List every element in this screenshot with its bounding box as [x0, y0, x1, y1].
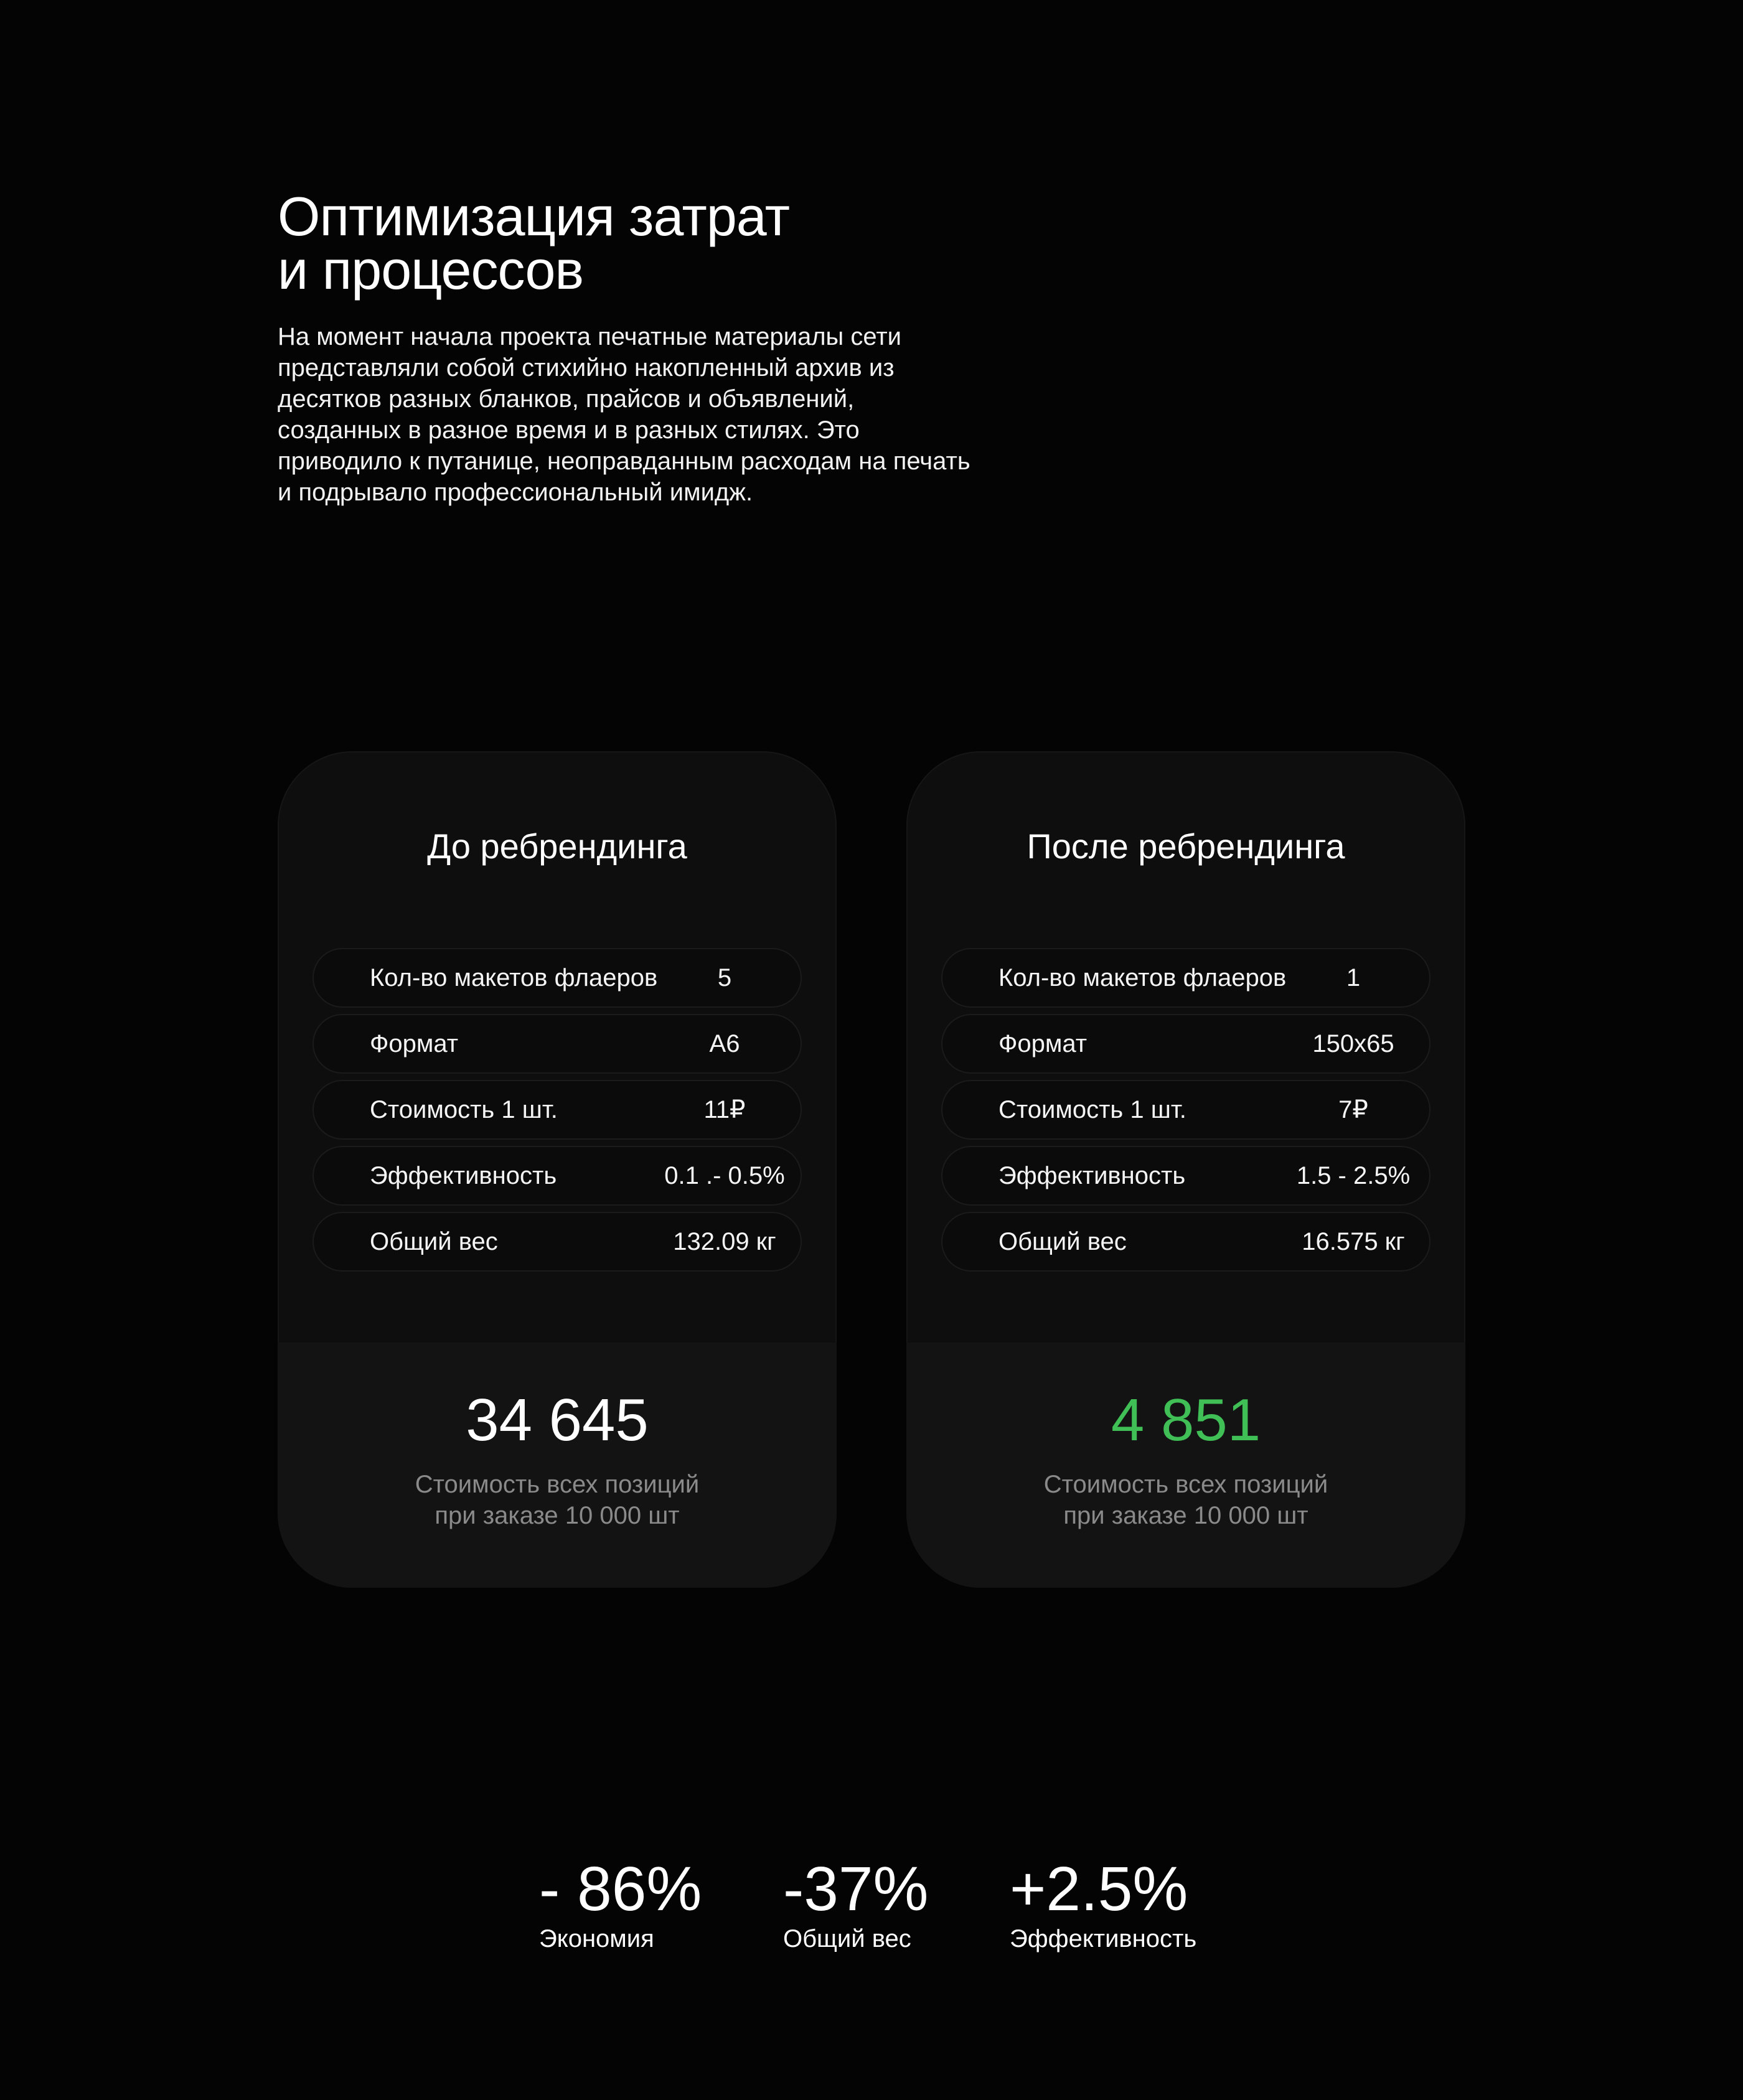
metric-row-format	[312, 1014, 802, 1074]
metric-value: 132.09 кг	[673, 1228, 776, 1255]
stat-label: Эффективность	[1010, 1925, 1197, 1952]
stat-weight	[783, 1855, 928, 1954]
intro-paragraph: На момент начала проекта печатные материалы сети представляли собой стихийно накопленный архив из десятков разных бланков, прайсов и объявлений, созданных в разное время и в разных стилях. Это приводило к путанице, неоправданным расходам на печать и подрывало профессиональный имидж.	[278, 323, 970, 506]
stat-efficiency	[1010, 1855, 1196, 1954]
total-cost-caption	[906, 1469, 1465, 1531]
page-title-line-2: и процессов	[278, 239, 584, 301]
stat-label: Общий вес	[783, 1925, 911, 1952]
metric-value: 0.1 .- 0.5%	[664, 1162, 785, 1189]
metric-value: 1	[1346, 964, 1361, 991]
total-caption-line-2: при заказе 10 000 шт	[435, 1502, 680, 1529]
metric-label: Стоимость 1 шт.	[998, 1096, 1186, 1123]
metric-row-efficiency	[941, 1146, 1431, 1206]
total-cost-value: 34 645	[466, 1387, 649, 1453]
metric-value: А6	[709, 1030, 740, 1057]
card-before-rebranding	[278, 751, 837, 1588]
total-caption-line-1: Стоимость всех позиций	[1043, 1471, 1328, 1498]
metric-value: 1.5 - 2.5%	[1296, 1162, 1411, 1189]
metric-row-efficiency	[312, 1146, 802, 1206]
metric-row-unit-cost	[312, 1080, 802, 1140]
metric-value: 150x65	[1312, 1030, 1394, 1057]
metric-label: Кол-во макетов флаеров	[998, 964, 1287, 991]
total-caption-line-2: при заказе 10 000 шт	[1063, 1502, 1308, 1529]
stat-value: - 86%	[539, 1854, 702, 1924]
metric-row-weight	[941, 1212, 1431, 1272]
stat-value: -37%	[783, 1854, 929, 1924]
card-title: После ребрендинга	[1027, 827, 1345, 866]
page-title	[278, 185, 1149, 301]
metric-value: 16.575 кг	[1302, 1228, 1405, 1255]
metric-label: Формат	[998, 1030, 1088, 1057]
metric-row-layouts	[312, 948, 802, 1008]
metric-label: Кол-во макетов флаеров	[370, 964, 658, 991]
metric-value: 5	[717, 964, 732, 991]
metric-row-format	[941, 1014, 1431, 1074]
metric-row-weight	[312, 1212, 802, 1272]
metric-label: Стоимость 1 шт.	[370, 1096, 558, 1123]
metric-value: 7₽	[1338, 1096, 1368, 1123]
card-after-rebranding	[906, 751, 1465, 1588]
total-caption-line-1: Стоимость всех позиций	[415, 1471, 700, 1498]
metric-label: Эффективность	[370, 1162, 557, 1189]
page-title-line-1: Оптимизация затрат	[278, 185, 790, 247]
stat-label: Экономия	[539, 1925, 654, 1952]
stat-value: +2.5%	[1010, 1854, 1188, 1924]
total-cost-caption	[278, 1469, 837, 1531]
stat-savings	[539, 1855, 702, 1954]
metric-label: Формат	[370, 1030, 459, 1057]
metric-label: Общий вес	[998, 1228, 1127, 1255]
metric-value: 11₽	[703, 1096, 746, 1123]
metric-row-unit-cost	[941, 1080, 1431, 1140]
metric-label: Общий вес	[370, 1228, 498, 1255]
metric-row-layouts	[941, 948, 1431, 1008]
card-footer-panel	[906, 1343, 1465, 1588]
card-title: До ребрендинга	[427, 827, 687, 866]
metric-label: Эффективность	[998, 1162, 1186, 1189]
card-footer-panel	[278, 1343, 837, 1588]
total-cost-value: 4 851	[1111, 1387, 1261, 1453]
